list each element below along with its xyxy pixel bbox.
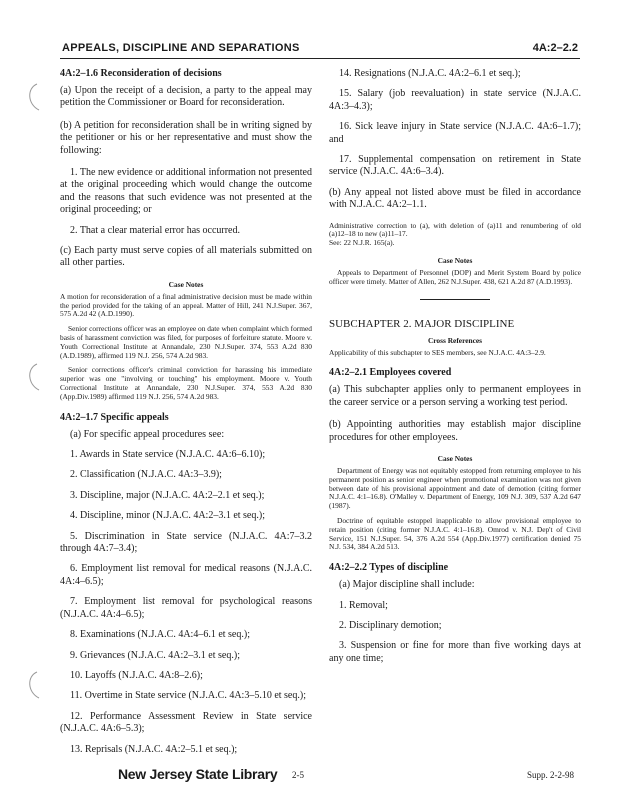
list-item: 17. Supplemental compensation on retirement in State service (N.J.A.C. 4A:6–3.4). [329,154,581,178]
list-item: 5. Discrimination in State service (N.J.A.C. 4A:7–3.2 through 4A:7–3.4); [60,530,312,555]
list-item: 13. Reprisals (N.J.A.C. 4A:2–5.1 et seq.); [70,743,238,755]
punch-hole-mark [23,82,45,112]
list-item: 2. That a clear material error has occurred. [70,224,240,236]
list-item: 1. The new evidence or additional information not presented at the original proceeding which would change the outcome and the reasons that such evidence was not presented at the original proceeding; or [60,167,312,216]
section-divider [420,299,490,300]
case-note: Senior corrections officer was an employee on date when complaint which formed basis of harassment conviction was filed, for purposes of forfeiture statute. Moore v. Youth Correctional Institute at Annandale, 230 N.J.Super. 374, 553 A.2d 830 (A.D.1989), affirmed 119 N.J. 256, 574 A.2d 983. [60,324,312,360]
paragraph: (b) A petition for reconsideration shall be in writing signed by the petitioner or his or her representative and must show the following: [60,119,312,156]
list-item: 3. Discipline, major (N.J.A.C. 4A:2–2.1 et seq.); [70,489,265,501]
page-number: 2-5 [292,770,304,780]
list-item: 7. Employment list removal for psychological reasons (N.J.A.C. 4A:4–6.5); [60,596,312,620]
case-notes-heading: Case Notes [168,279,204,289]
header-title: APPEALS, DISCIPLINE AND SEPARATIONS [62,42,300,54]
case-note: Department of Energy was not equitably estopped from returning employee to his permanent position as senior engineer when promotional examination was not given between date of his provisional appointment and date of demotion (citing former N.J.A.C. 4:1–16.8). O'Malley v. Department of Energy, 109 N.J. 309, 537 A.2d 647 (1987). [329,466,581,511]
list-item: 12. Performance Assessment Review in State service (N.J.A.C. 4A:6–5.3); [60,710,312,735]
list-item: 4. Discipline, minor (N.J.A.C. 4A:2–3.1 et seq.); [70,510,265,522]
list-item: 2. Classification (N.J.A.C. 4A:3–3.9); [70,469,222,481]
section-heading: 4A:2–2.2 Types of discipline [329,562,449,574]
section-heading: 4A:2–1.6 Reconsideration of decisions [60,68,222,79]
section-heading: 4A:2–1.7 Specific appeals [60,411,169,423]
case-note: Appeals to Department of Personnel (DOP) and Merit System Board by police officer were timely. Matter of Allen, 262 N.J.Super. 438, 621 A.2d 87 (A.D.1993). [329,268,581,286]
case-notes-heading: Case Notes [437,256,473,266]
list-item: 1. Removal; [339,599,388,611]
list-item: 9. Grievances (N.J.A.C. 4A:2–3.1 et seq.); [70,649,240,661]
list-item: 3. Suspension or fine for more than five working days at any one time; [329,640,581,664]
list-item: 8. Examinations (N.J.A.C. 4A:4–6.1 et seq.); [70,629,250,641]
paragraph: (a) Upon the receipt of a decision, a party to the appeal may petition the Commissioner or Board for reconsideration. [60,85,312,109]
paragraph: (a) Major discipline shall include: [339,579,475,591]
case-notes-heading: Case Notes [437,454,473,464]
list-item: 2. Disciplinary demotion; [339,620,442,632]
paragraph: (b) Appointing authorities may establish major discipline procedures for other employees. [329,419,581,443]
right-column [329,68,581,673]
section-heading: 4A:2–2.1 Employees covered [329,367,452,379]
list-item: 15. Salary (job reevaluation) in state service (N.J.A.C. 4A:3–4.3); [329,88,581,112]
case-note: Senior corrections officer's criminal conviction for harassing his immediate superior was one "involving or touching" his employment. Moore v. Youth Correctional Institute at Annandale, 230 N.J.Super. 374, 553 A.2d 830 (App.Div.1989) affirmed 119 N.J. 256, 574 A.2d 983. [60,365,312,401]
paragraph: (b) Any appeal not listed above must be filed in accordance with N.J.A.C. 4A:2–1.1. [329,186,581,211]
header-section-number: 4A:2–2.2 [532,42,578,54]
left-column [60,68,312,764]
punch-hole-mark [23,362,45,392]
cross-references-heading: Cross References [427,335,483,345]
list-item: 10. Layoffs (N.J.A.C. 4A:8–2.6); [70,669,203,681]
paragraph: (a) For specific appeal procedures see: [70,428,225,440]
admin-correction-note: Administrative correction to (a), with deletion of (a)11 and renumbering of old (a)12–18 to new (a)11–17. [329,220,581,239]
paragraph: (a) This subchapter applies only to permanent employees in the career service or a person serving a working test period. [329,384,581,408]
paragraph: (c) Each party must serve copies of all materials submitted on all other parties. [60,245,312,269]
admin-correction-citation: See: 22 N.J.R. 165(a). [329,238,395,248]
list-item: 14. Resignations (N.J.A.C. 4A:2–6.1 et seq.); [339,68,521,79]
case-note: A motion for reconsideration of a final administrative decision must be made within the period provided for the taking of an appeal. Matter of Hill, 241 N.J.Super. 367, 575 A.2d 42 (A.D.1990). [60,291,312,319]
case-note: Doctrine of equitable estoppel inapplicable to allow provisional employee to retain position (citing former N.J.A.C. 4:1–16.8). Omrod v. N.J. Dep't of Civil Service, 151 N.J.Super. 54, 376 A.2d 554 (App.Div.1977) certification denied 75 N.J. 534, 384 A.2d 513. [329,516,581,552]
page-footer [0,766,618,786]
list-item: 6. Employment list removal for medical reasons (N.J.A.C. 4A:4–6.5); [60,563,312,587]
list-item: 16. Sick leave injury in State service (N.J.A.C. 4A:6–1.7); and [329,121,581,145]
running-header [60,42,580,59]
supplement-date: Supp. 2-2-98 [527,770,574,780]
cross-reference: Applicability of this subchapter to SES members, see N.J.A.C. 4A:3–2.9. [329,347,546,357]
library-stamp: New Jersey State Library [118,766,278,782]
subchapter-title: SUBCHAPTER 2. MAJOR DISCIPLINE [329,317,515,330]
punch-hole-mark [23,670,45,700]
list-item: 11. Overtime in State service (N.J.A.C. 4A:3–5.10 et seq.); [70,690,306,702]
list-item: 1. Awards in State service (N.J.A.C. 4A:6–6.10); [70,449,266,461]
